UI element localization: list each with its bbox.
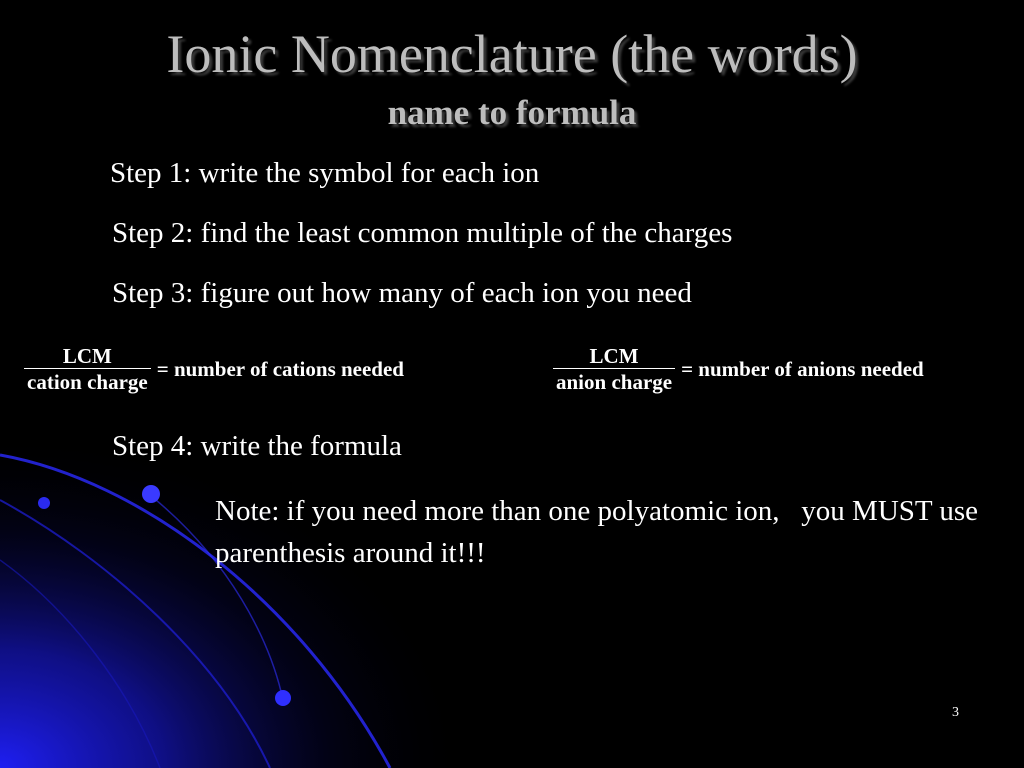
note-text: Note: if you need more than one polyatomic ion, you MUST use parenthesis around it!!!: [215, 495, 986, 569]
anion-numerator: LCM: [553, 344, 675, 369]
step-1-text: Step 1: write the symbol for each ion: [110, 157, 540, 189]
anion-denominator: anion charge: [556, 370, 673, 394]
page-number: 3: [952, 705, 959, 720]
cation-numerator: LCM: [24, 344, 151, 369]
slide-title: Ionic Nomenclature (the words): [166, 24, 858, 84]
cation-fraction: [24, 344, 151, 395]
step-3-text: Step 3: figure out how many of each ion you need: [112, 277, 692, 309]
cation-result: = number of cations needed: [156, 357, 404, 381]
anion-formula: [553, 344, 924, 395]
decor-dot-3: [275, 690, 291, 706]
cation-formula: [24, 344, 404, 395]
anion-fraction: [553, 344, 675, 395]
step-4-text: Step 4: write the formula: [112, 430, 402, 462]
blue-glow: [0, 430, 470, 768]
decor-dot-2: [38, 497, 50, 509]
step-2-text: Step 2: find the least common multiple of the charges: [112, 217, 733, 249]
decor-dot-1: [142, 485, 160, 503]
anion-result: = number of anions needed: [681, 357, 924, 381]
slide-subtitle: name to formula: [387, 93, 637, 132]
cation-denominator: cation charge: [27, 370, 148, 394]
